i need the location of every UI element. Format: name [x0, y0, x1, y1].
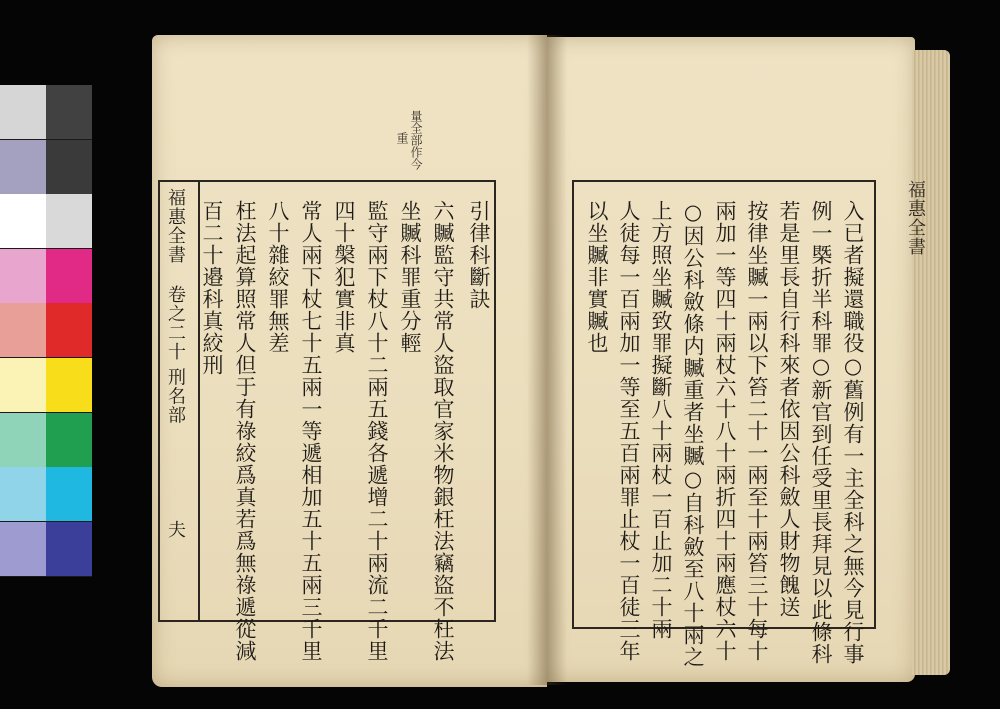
fold-title: 福惠全書: [165, 188, 186, 264]
page-edges: [912, 50, 950, 675]
calibration-swatch: [0, 358, 46, 412]
right-column-4: 按律坐贓一兩以下笞二十一兩至十兩笞三十每十: [745, 200, 769, 662]
calibration-swatch: [0, 194, 46, 248]
fold-chapter: 卷之二十 刑名部: [165, 285, 186, 425]
section-heading: 引律科斷訣: [467, 200, 491, 310]
calibration-swatch: [46, 358, 92, 412]
calibration-swatch: [0, 85, 46, 139]
right-column-5: 兩加一等四十兩杖六十八十兩折四十兩應杖六十: [713, 200, 737, 662]
left-column-8: 百二十邉科真絞刑: [200, 200, 224, 376]
right-column-9: 以坐贓非實贓也: [585, 200, 609, 354]
calibration-swatch: [46, 467, 92, 521]
calibration-swatch: [46, 194, 92, 248]
left-column-2: 坐贓科罪重分輕: [398, 200, 422, 354]
calibration-swatch: [0, 522, 46, 576]
right-column-6: ○因公科斂條内贓重者坐贓○自科斂至八十兩之: [681, 200, 705, 668]
margin-note-2: 重: [395, 132, 409, 144]
left-column-3: 監守兩下杖八十二兩五錢各遞增二十兩流二千里: [365, 200, 389, 662]
calibration-swatch: [46, 140, 92, 194]
color-calibration-strip: [0, 85, 92, 577]
left-column-4: 四十槃犯實非真: [332, 200, 356, 354]
calibration-swatch: [46, 249, 92, 303]
calibration-swatch: [0, 413, 46, 467]
calibration-swatch: [0, 140, 46, 194]
right-column-3: 若是里長自行科來者依因公科斂人財物餽送: [777, 200, 801, 618]
right-column-8: 人徒每一百兩加一等至五百兩罪止杖一百徒三年: [617, 200, 641, 662]
left-column-1: 六贓監守共常人盜取官家米物銀枉法竊盜不枉法: [431, 200, 455, 662]
right-column-1: 入已者擬還職役○舊例有一主全科之無今見行事: [841, 200, 865, 665]
left-column-6: 八十雜絞罪無差: [266, 200, 290, 354]
book-gutter: [527, 35, 567, 685]
fold-page-number: 夫: [165, 520, 186, 539]
calibration-swatch: [0, 303, 46, 357]
calibration-swatch: [46, 85, 92, 139]
margin-note: 量全部作今: [409, 110, 423, 170]
left-column-5: 常人兩下杖七十五兩一等遞相加五十五兩三千里: [299, 200, 323, 662]
calibration-swatch: [46, 303, 92, 357]
right-fold-title: 福惠全書: [905, 180, 926, 256]
calibration-swatch: [0, 249, 46, 303]
calibration-swatch: [46, 413, 92, 467]
right-column-2: 例一槩折半科罪○新官到任受里長拜見以此條科: [809, 200, 833, 665]
left-column-7: 枉法起算照常人但于有祿絞爲真若爲無祿遞從減: [233, 200, 257, 662]
calibration-swatch: [0, 467, 46, 521]
calibration-swatch: [46, 522, 92, 576]
right-column-7: 上方照坐贓致罪擬斷八十兩杖一百止加二十兩: [649, 200, 673, 640]
